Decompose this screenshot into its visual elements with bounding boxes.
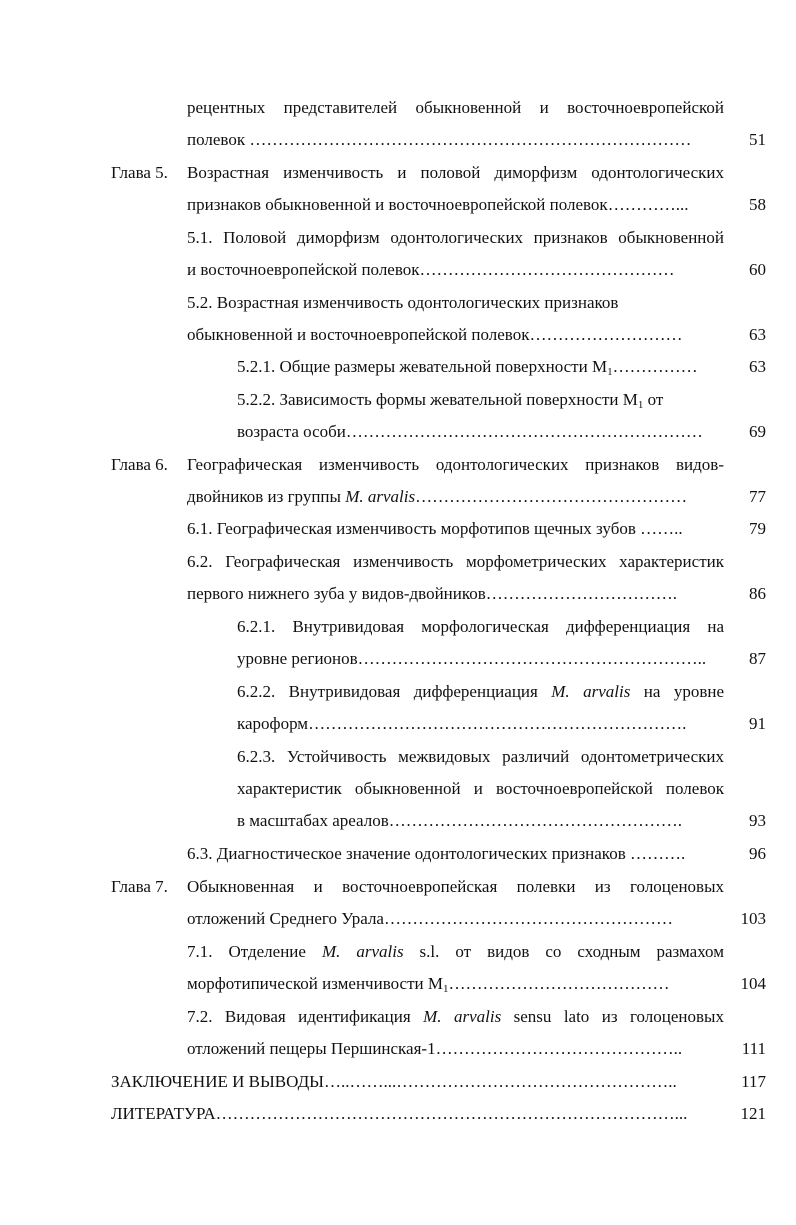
toc-entry-text: в масштабах ареалов……………………………………………. [237, 811, 682, 830]
toc-entry-text: морфотипической изменчивости $M_1\dots\dots\dots\dots\dots\dots\dots\dots\dots\dots\dots\dots\dots$ [187, 974, 670, 995]
toc-entry-text: ЗАКЛЮЧЕНИЕ И ВЫВОДЫ…..……...………………………………………….. [111, 1072, 677, 1091]
toc-entry-text: 5.2.2. Зависимость формы жевательной поверхности $M_1$ от [237, 390, 664, 411]
toc-page-number: 86 [749, 584, 766, 603]
toc-entry-text: ЛИТЕРАТУРА………………………………………………………………………... [111, 1104, 688, 1123]
toc-entry-text: отложений пещеры Першинская-1…………………………………….. [187, 1039, 683, 1058]
toc-page-number: 51 [749, 130, 766, 149]
toc-page-number: 121 [740, 1104, 766, 1123]
toc-entry-text: Возрастная изменчивость и половой диморфизм одонтологических [187, 163, 724, 182]
toc-entry-text: характеристик обыкновенной и восточноевропейской полевок [237, 779, 724, 798]
toc-entry-text: 5.2. Возрастная изменчивость одонтологических признаков [187, 293, 619, 312]
chapter-label: Глава 7. [111, 877, 168, 896]
toc-entry-text: 7.1. Отделение M. arvalis s.l. от видов со сходным размахом [187, 942, 724, 961]
toc-entry-text: 6.2. Географическая изменчивость морфометрических характеристик [187, 552, 724, 571]
toc-page-number: 91 [749, 714, 766, 733]
toc-entry-text: 6.2.3. Устойчивость межвидовых различий одонтометрических [237, 747, 724, 766]
chapter-label: Глава 5. [111, 163, 168, 182]
toc-page-number: 77 [749, 487, 766, 506]
toc-entry-text: отложений Среднего Урала…………………………………………… [187, 909, 673, 928]
toc-entry-text: Географическая изменчивость одонтологических признаков видов- [187, 455, 724, 474]
toc-page-number: 63 [749, 357, 766, 376]
toc-entry-text: 6.3. Диагностическое значение одонтологических признаков ………. [187, 844, 686, 863]
toc-entry-text: 7.2. Видовая идентификация M. arvalis sensu lato из голоценовых [187, 1007, 724, 1026]
toc-entry-text: обыкновенной и восточноевропейской полевок……………………… [187, 325, 683, 344]
toc-page-number: 96 [749, 844, 766, 863]
toc-entry-text: возраста особи……………………………………………………… [237, 422, 703, 441]
toc-page-number: 93 [749, 811, 766, 830]
toc-entry-text: признаков обыкновенной и восточноевропейской полевок…………... [187, 195, 689, 214]
toc-entry-text: первого нижнего зуба у видов-двойников……………………………. [187, 584, 678, 603]
chapter-label: Глава 6. [111, 455, 168, 474]
toc-entry-text: рецентных представителей обыкновенной и восточноевропейской [187, 98, 724, 117]
toc-page-number: 60 [749, 260, 766, 279]
toc-entry-text: кароформ…………………………………………………………. [237, 714, 687, 733]
toc-page-number: 103 [740, 909, 766, 928]
toc-entry-text: 6.2.2. Внутривидовая дифференциация M. arvalis на уровне [237, 682, 724, 701]
toc-page-number: 63 [749, 325, 766, 344]
toc-page-number: 58 [749, 195, 766, 214]
toc-page-number: 87 [749, 649, 766, 668]
toc-entry-text: полевок …………………………………………………………………… [187, 130, 692, 149]
toc-page-number: 117 [741, 1072, 766, 1091]
toc-entry-text: 6.2.1. Внутривидовая морфологическая дифференциация на [237, 617, 724, 636]
toc-page-number: 111 [741, 1039, 766, 1058]
toc-entry-text: и восточноевропейской полевок……………………………………… [187, 260, 675, 279]
toc-page-number: 69 [749, 422, 766, 441]
toc-entry-text: уровне регионов…………………………………………………….. [237, 649, 707, 668]
toc-entry-text: 6.1. Географическая изменчивость морфотипов щечных зубов …….. [187, 519, 683, 538]
toc-entry-text: двойников из группы M. arvalis………………………………………… [187, 487, 688, 506]
toc-entry-text: Обыкновенная и восточноевропейская полевки из голоценовых [187, 877, 724, 896]
toc-page-number: 79 [749, 519, 766, 538]
toc-entry-text: 5.1. Половой диморфизм одонтологических признаков обыкновенной [187, 228, 724, 247]
toc-page-number: 104 [740, 974, 766, 993]
toc-entry-text: 5.2.1. Общие размеры жевательной поверхности $M_1\dots\dots\dots\dots\dots$ [237, 357, 698, 378]
